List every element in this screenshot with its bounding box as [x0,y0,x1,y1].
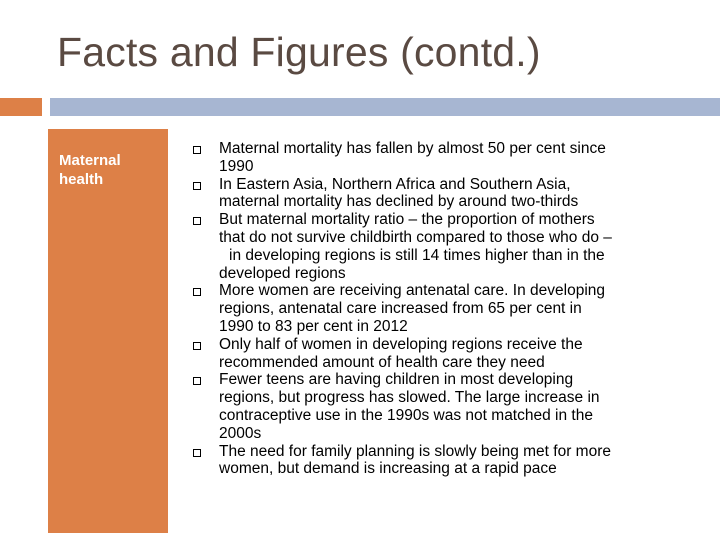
checkbox-square-icon [193,377,201,385]
side-panel [48,129,168,533]
bullet-line: developed regions [219,264,346,282]
checkbox-square-icon [193,288,201,296]
checkbox-square-icon [193,182,201,190]
bullet-item [193,371,683,442]
bullet-line: 1990 to 83 per cent in 2012 [219,317,408,335]
bullet-line: regions, but progress has slowed. The large increase in [219,389,600,407]
checkbox-square-icon [193,146,201,154]
bullet-line: More women are receiving antenatal care. In developing [219,282,606,300]
bullet-item [193,443,683,479]
bullet-item [193,282,683,335]
bullet-line: But maternal mortality ratio – the proportion of mothers [219,211,595,229]
bullet-line: women, but demand is increasing at a rapid pace [219,460,557,478]
bullet-line: contraceptive use in the 1990s was not matched in the [219,406,593,424]
bullet-item [193,140,683,176]
bullet-item [193,336,683,372]
bullet-item [193,176,683,212]
slide-title: Facts and Figures (contd.) [57,29,541,75]
bullet-list [193,140,683,478]
bullet-line: in developing regions is still 14 times higher than in the [229,246,605,264]
bullet-line: The need for family planning is slowly being met for more [219,442,611,460]
accent-square [0,98,42,116]
bullet-line: In Eastern Asia, Northern Africa and Southern Asia, [219,175,571,193]
bullet-line: Maternal mortality has fallen by almost 50 per cent since [219,140,606,157]
checkbox-square-icon [193,342,201,350]
bullet-line: Fewer teens are having children in most developing [219,371,574,389]
side-label-line: Maternal [59,152,121,169]
bullet-line: that do not survive childbirth compared to those who do – [219,228,612,246]
bullet-item [193,211,683,282]
side-label-line: health [59,171,104,189]
bullet-line: regions, antenatal care increased from 65 per cent in [219,300,582,318]
bullet-line: recommended amount of health care they need [219,353,545,371]
bullet-line: 2000s [219,424,262,442]
checkbox-square-icon [193,449,201,457]
bullet-line: maternal mortality has declined by around two-thirds [219,193,579,211]
side-panel-label [59,151,155,189]
bullet-line: Only half of women in developing regions receive the [219,335,583,353]
accent-bar [50,98,720,116]
checkbox-square-icon [193,217,201,225]
bullet-line: 1990 [219,157,254,175]
